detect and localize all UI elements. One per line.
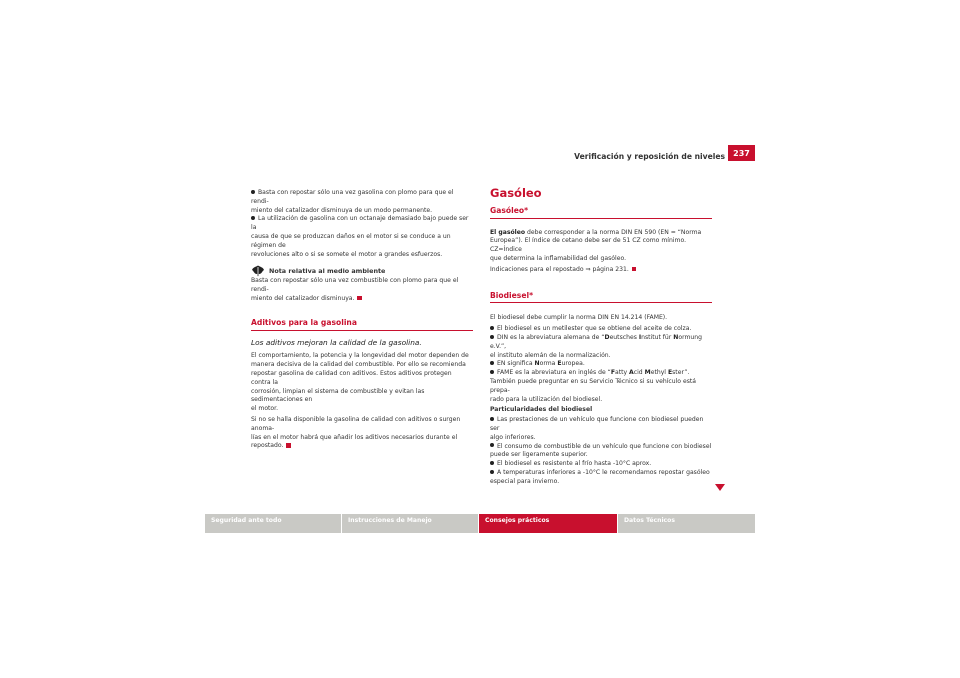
heading-gasoleo: Gasóleo [490, 186, 542, 200]
footer-tab-datos[interactable]: Datos Técnicos [618, 514, 755, 533]
page-header-title: Verificación y reposición de niveles [574, 152, 725, 161]
paragraph: El gasóleo debe corresponder a la norma DIN EN 590 (EN = “Norma Europea”). El índice de cetano debe ser de 51 CZ como mínimo. CZ=Índice que determina la inflamabilidad del gasóleo. [490, 228, 702, 262]
footer-tab-seguridad[interactable]: Seguridad ante todo [205, 514, 341, 533]
list-item: El biodiesel es resistente al frío hasta -10°C aprox. [490, 460, 712, 469]
bullet-icon [490, 361, 494, 365]
paragraph: También puede preguntar en su Servicio Técnico si su vehículo está prepa- rado para la utilización del biodiesel. [490, 377, 696, 403]
section-subtitle: Los aditivos mejoran la calidad de la gasolina. [251, 337, 422, 347]
bullet-icon [490, 326, 494, 330]
paragraph: Si no se halla disponible la gasolina de calidad con aditivos o surgen anoma- lías en el motor habrá que añadir los aditivos necesarios durante el repostado. [251, 415, 461, 450]
end-mark-icon [286, 443, 291, 448]
bullet-icon [490, 417, 494, 421]
bullet-icon [490, 370, 494, 374]
bullet-icon [490, 461, 494, 465]
environment-note-text: Basta con repostar sólo una vez combustible con plomo para que el rendi- miento del catalizador disminuya. [251, 277, 459, 302]
left-column [251, 189, 473, 451]
paragraph: El biodiesel debe cumplir la norma DIN EN 14.214 (FAME). [490, 314, 668, 322]
bullet-icon [490, 470, 494, 474]
list-item: A temperaturas inferiores a -10°C le recomendamos repostar gasóleo especial para invierno. [490, 468, 710, 485]
list-item: El biodiesel es un metilester que se obtiene del aceite de colza. [490, 325, 712, 334]
section-title-biodiesel: Biodiesel* [490, 292, 712, 304]
page-number: 237 [728, 145, 755, 161]
page-reference-link[interactable]: Indicaciones para el repostado ⇒ página 231. [490, 265, 629, 273]
next-page-arrow-icon[interactable] [715, 484, 725, 491]
end-mark-icon [632, 267, 637, 272]
bullet-icon [490, 335, 494, 339]
bullet-icon [490, 443, 494, 447]
section-title-aditivos: Aditivos para la gasolina [251, 319, 473, 331]
list-item: Basta con repostar sólo una vez gasolina con plomo para que el rendi- miento del catalizador disminuya de un modo permanente. [251, 189, 454, 214]
end-mark-icon [357, 296, 362, 301]
list-item: Las prestaciones de un vehículo que funcione con biodiesel pueden ser algo inferiores. [490, 416, 704, 441]
environment-icon [251, 265, 265, 277]
paragraph: El comportamiento, la potencia y la longevidad del motor dependen de manera decisiva de la calidad del combustible. Por ello se recomienda repostar gasolina de calidad con aditivos. Estos aditivos protegen contra la corrosión, limpian el sistema de combustible y evitan las sedimentaciones en el motor. [251, 352, 469, 413]
environment-note-title: Nota relativa al medio ambiente [251, 265, 473, 277]
right-column [490, 186, 712, 487]
paragraph [490, 266, 712, 275]
footer-tab-consejos[interactable]: Consejos prácticos [479, 514, 617, 533]
subheading: Particularidades del biodiesel [490, 406, 593, 414]
footer-tab-instrucciones[interactable]: Instrucciones de Manejo [342, 514, 478, 533]
list-item: La utilización de gasolina con un octanaje demasiado bajo puede ser la causa de que se produzcan daños en el motor si se conduce a un régimen de revoluciones alto o si se somete el motor a grandes esfuerzos. [251, 215, 469, 258]
list-item: DIN es la abreviatura alemana de “Deutsches Institut für Normung e.V.”, el instituto alemán de la normalización. [490, 333, 703, 359]
section-title-gasoleo: Gasóleo* [490, 207, 712, 219]
bullet-icon [251, 190, 255, 194]
list-item: EN significa Norma Europea. [490, 360, 712, 369]
list-item: FAME es la abreviatura en inglés de “Fatty Acid Methyl Ester”. [490, 369, 712, 378]
list-item: El consumo de combustible de un vehículo que funcione con biodiesel puede ser ligeramente superior. [490, 442, 712, 459]
bullet-icon [251, 216, 255, 220]
